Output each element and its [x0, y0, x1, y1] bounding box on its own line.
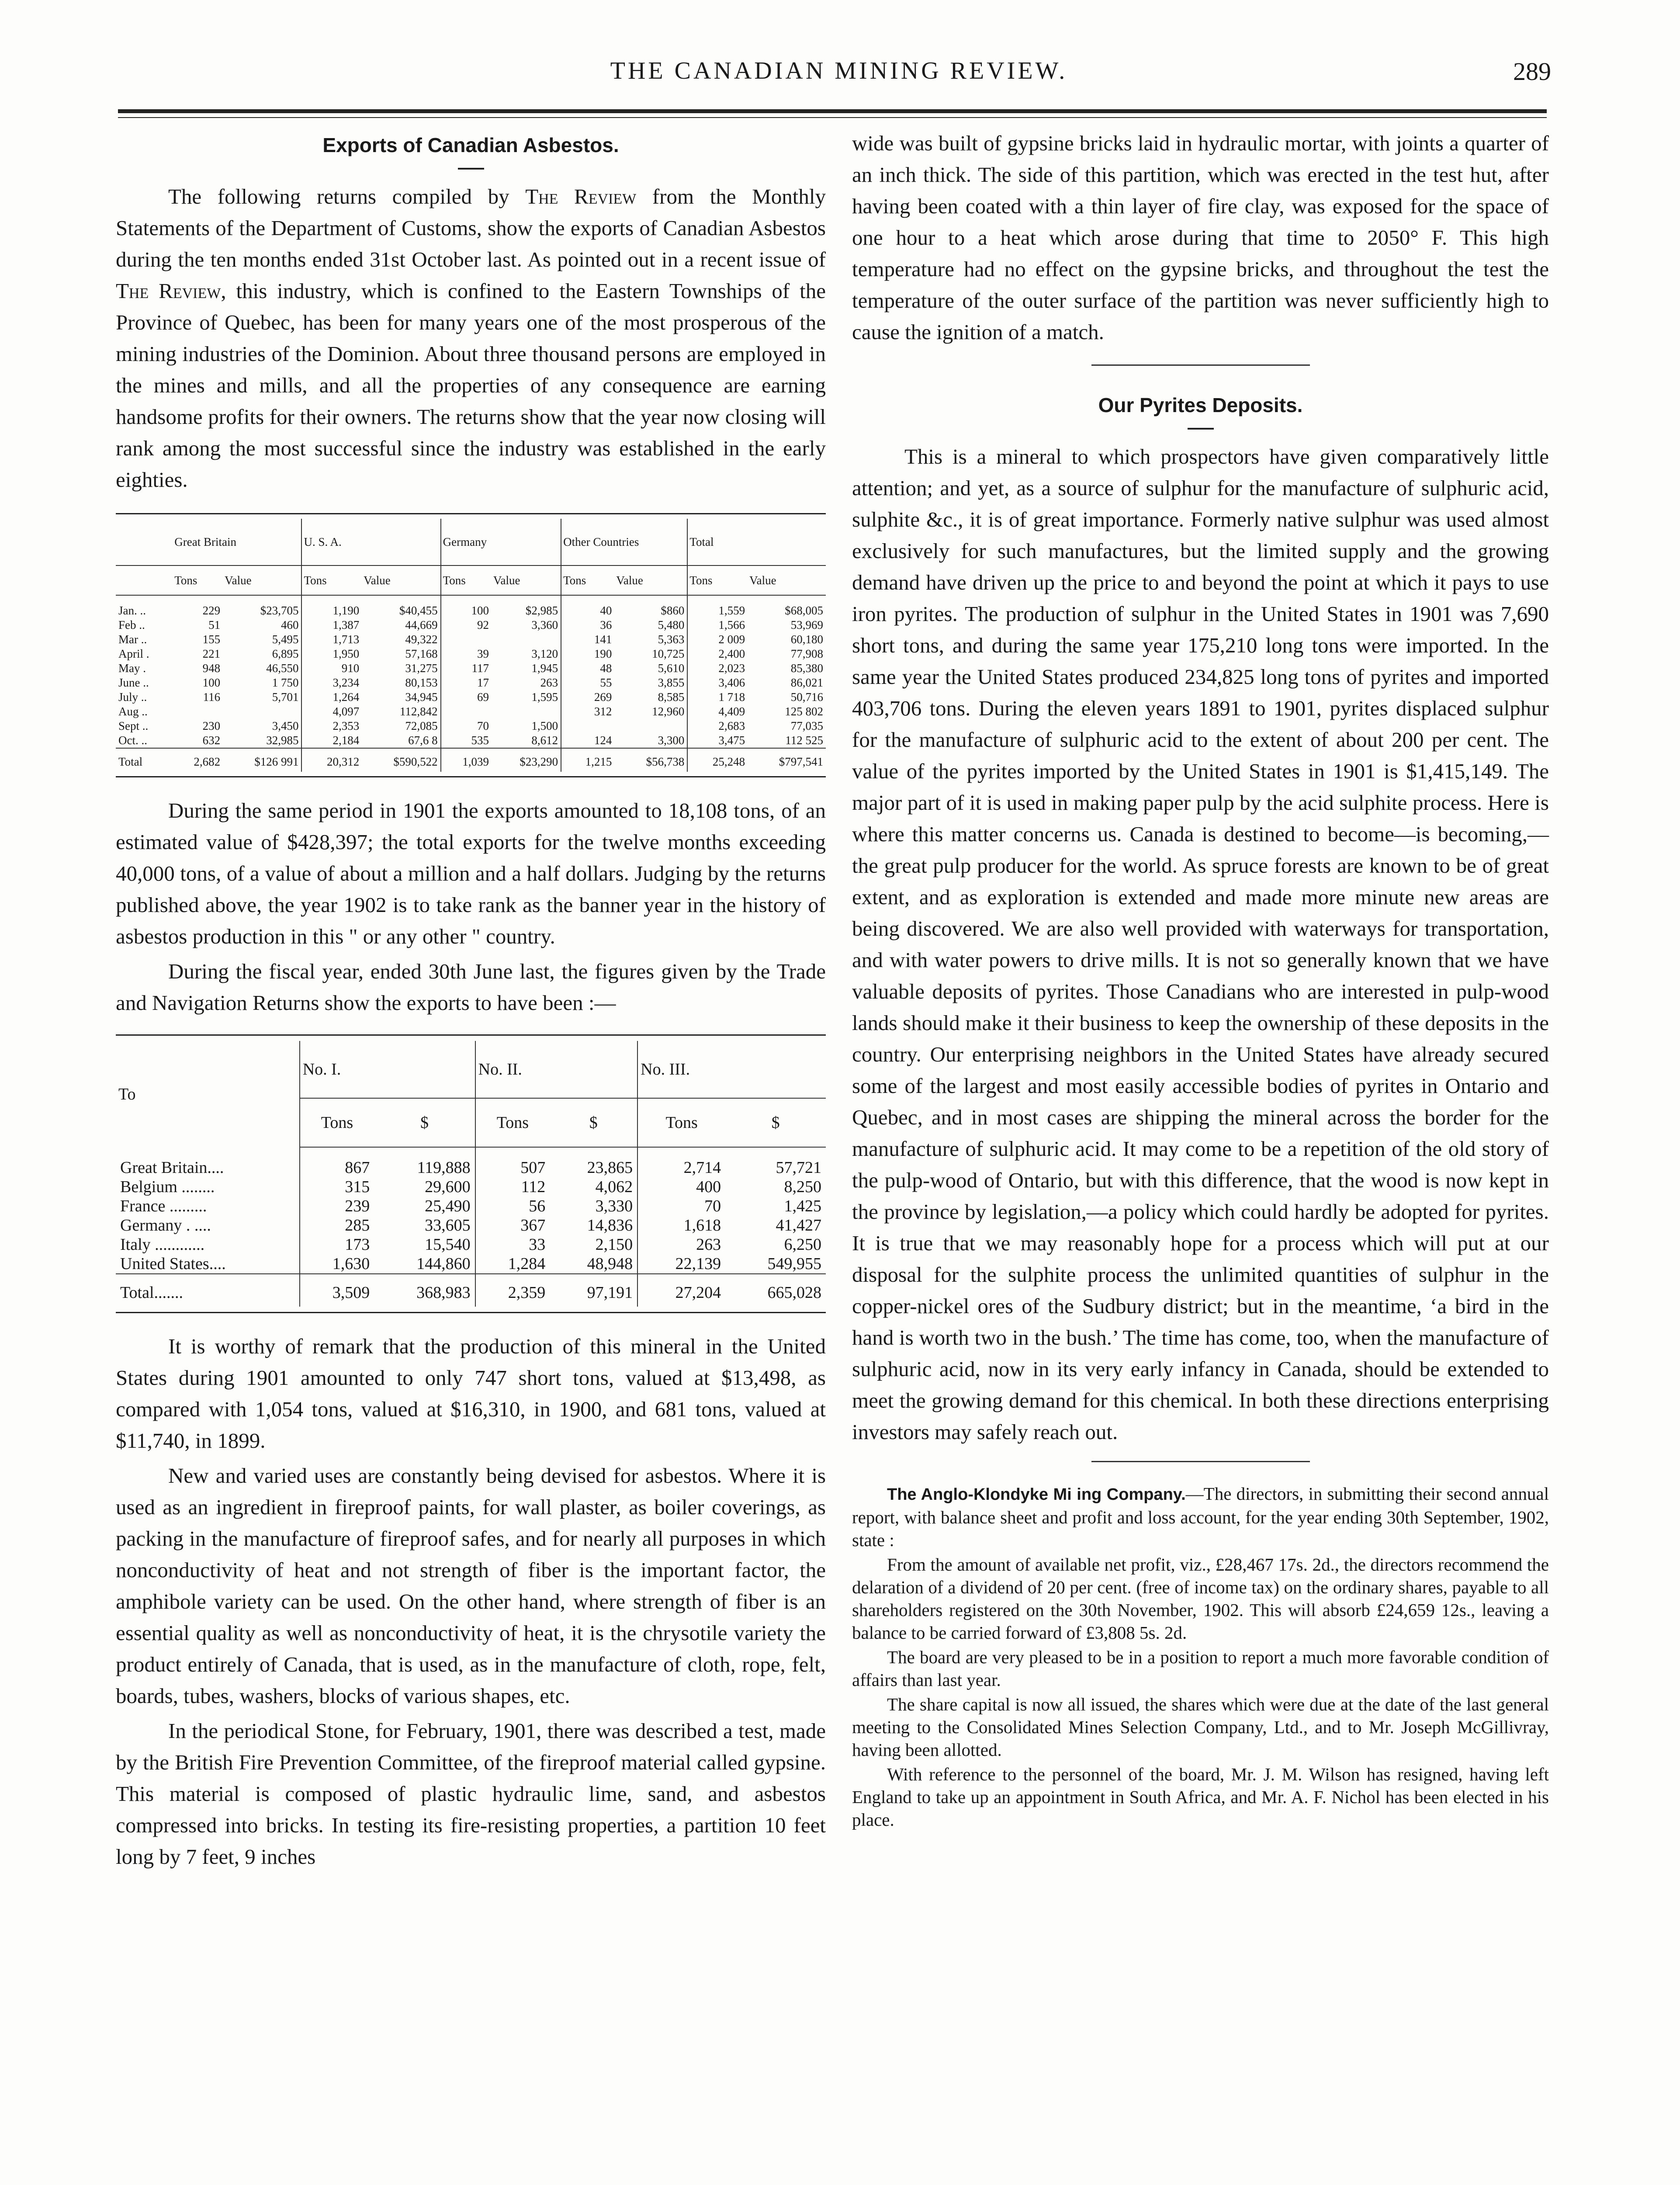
klondyke-paragraph: From the amount of available net profit, viz., £28,467 17s. 2d., the directors recommend the delaration of a dividend of 20 per cent. (free of income tax) on the ordinary shares, payable to all shareholders registered on the 30th November, 1902. This will absorb £24,659 12s., leaving a balance to be carried forward of £3,808 5s. 2d. — [852, 1554, 1549, 1643]
section-separator — [1091, 364, 1310, 366]
table-row — [116, 676, 826, 690]
month-cell: Sept .. — [118, 719, 149, 732]
value-cell: 1 718 — [687, 690, 748, 704]
value-cell: 112 525 — [785, 734, 823, 747]
value-cell: 57,721 — [776, 1158, 821, 1177]
value-cell: 3,450 — [272, 719, 299, 732]
value-cell: 48 — [561, 661, 614, 676]
table-row — [116, 704, 826, 719]
value-cell: 8,250 — [784, 1178, 821, 1196]
value-cell: 1,284 — [475, 1254, 550, 1274]
value-cell: 39 — [441, 647, 492, 661]
value-cell: 1,630 — [300, 1254, 374, 1274]
value-cell: 25,490 — [425, 1197, 471, 1215]
value-cell: 72,085 — [405, 719, 438, 732]
table-row — [116, 719, 826, 733]
table-row — [116, 661, 826, 676]
table-row — [116, 1216, 826, 1235]
right-column — [852, 128, 1549, 1831]
group-header: Great Britain — [173, 519, 301, 565]
value-cell: 1 750 — [272, 676, 299, 689]
column-subheader: Tons — [687, 565, 748, 595]
value-cell — [492, 632, 561, 647]
asbestos-paragraph-6: In the periodical Stone, for February, 1901, there was described a test, made by the British Fire Prevention Committee, of the fireproof material called gypsine. This material is composed of plastic hydraulic lime, sand, and asbestos compressed into bricks. In testing its fire-resisting properties, a partition 10 feet long by 7 feet, 9 inches — [116, 1719, 826, 1869]
month-header-cell — [116, 519, 173, 565]
value-cell: 549,955 — [767, 1255, 821, 1273]
month-sub-cell — [116, 565, 173, 595]
value-cell: 56 — [475, 1197, 550, 1216]
value-cell — [492, 704, 561, 719]
value-cell — [223, 704, 301, 719]
column-subheader: $ — [374, 1098, 475, 1147]
section-separator — [1091, 1461, 1310, 1462]
value-cell: 3,330 — [595, 1197, 633, 1215]
value-cell: 5,480 — [658, 618, 685, 631]
value-cell: 77,035 — [790, 719, 823, 732]
value-cell: 948 — [202, 662, 221, 675]
value-cell: 230 — [202, 719, 221, 732]
column-subheader: Value — [362, 565, 440, 595]
value-cell: 312 — [561, 704, 614, 719]
fiscal-exports-table-wrapper — [116, 1034, 826, 1313]
value-cell: 2,023 — [687, 661, 748, 676]
table-row — [116, 632, 826, 647]
value-cell: 5,363 — [658, 633, 685, 646]
total-cell: 25,248 — [687, 748, 748, 772]
value-cell: 2,683 — [687, 719, 748, 733]
value-cell: 6,250 — [784, 1235, 821, 1254]
value-cell: 36 — [561, 618, 614, 632]
column-subheader: Value — [614, 565, 687, 595]
value-cell: 221 — [202, 647, 221, 660]
exports-by-country-table-wrapper — [116, 513, 826, 777]
value-cell: 22,139 — [637, 1254, 725, 1274]
value-cell: 100 — [202, 676, 221, 689]
value-cell: 1,500 — [531, 719, 558, 732]
value-cell: 69 — [441, 690, 492, 704]
value-cell: 32,985 — [266, 734, 299, 747]
value-cell: 15,540 — [425, 1235, 471, 1254]
klondyke-paragraph: The board are very pleased to be in a position to report a much more favorable condition of affairs than last year. — [852, 1647, 1549, 1690]
value-cell: 60,180 — [790, 633, 823, 646]
value-cell: 1,950 — [301, 647, 362, 661]
review-name: The Review — [525, 184, 637, 208]
value-cell: 17 — [441, 676, 492, 690]
table-row — [116, 618, 826, 632]
group-header: Germany — [441, 519, 561, 565]
value-cell: 119,888 — [417, 1158, 471, 1177]
header-rule-thin — [118, 117, 1547, 118]
table-row — [116, 595, 826, 618]
total-cell: $590,522 — [362, 748, 440, 772]
column-subheader: Tons — [173, 565, 223, 595]
left-column — [116, 128, 826, 1873]
asbestos-intro-paragraph — [116, 181, 826, 496]
value-cell: 507 — [475, 1147, 550, 1177]
klondyke-paragraph: With reference to the personnel of the board, Mr. J. M. Wilson has resigned, having left England to take up an appointment in South Africa, and Mr. A. F. Nichol has been elected in his place. — [852, 1764, 1549, 1830]
fiscal-exports-table — [116, 1041, 826, 1307]
value-cell: 5,701 — [272, 690, 299, 704]
table-row — [116, 1235, 826, 1254]
total-label: Total — [116, 748, 173, 772]
total-cell: 27,204 — [637, 1274, 725, 1307]
value-cell: $68,005 — [785, 604, 823, 617]
table-row — [116, 733, 826, 748]
value-cell: 367 — [475, 1216, 550, 1235]
text-run: —The directors, in submitting their second annual report, with balance sheet and profit and loss account, for the year ending 30th September, 1902, state : — [852, 1484, 1549, 1550]
value-cell — [614, 719, 687, 733]
grade-header: No. III. — [637, 1041, 826, 1098]
value-cell: 116 — [203, 690, 221, 704]
value-cell: 40 — [561, 595, 614, 618]
page-number: 289 — [1513, 57, 1551, 86]
page-header — [118, 52, 1560, 101]
total-cell: $23,290 — [492, 748, 561, 772]
column-subheader: Value — [748, 565, 826, 595]
review-name: The Review — [116, 279, 221, 303]
total-cell: 20,312 — [301, 748, 362, 772]
total-label: Total....... — [116, 1274, 300, 1307]
month-cell: June .. — [118, 676, 149, 689]
value-cell: 8,585 — [658, 690, 685, 704]
value-cell: 910 — [301, 661, 362, 676]
value-cell: 141 — [561, 632, 614, 647]
destination-cell: Germany . .... — [120, 1216, 211, 1235]
value-cell: 400 — [637, 1177, 725, 1197]
value-cell: 155 — [202, 633, 221, 646]
value-cell: 48,948 — [587, 1255, 633, 1273]
value-cell: 1,566 — [687, 618, 748, 632]
klondyke-paragraph: The share capital is now all issued, the shares which were due at the date of the last general meeting to the Consolidated Mines Selection Company, Ltd., and to Mr. Joseph McGillivray, having been allotted. — [852, 1694, 1549, 1760]
value-cell: 1,618 — [637, 1216, 725, 1235]
month-cell: April . — [118, 647, 149, 660]
total-cell: $56,738 — [614, 748, 687, 772]
value-cell: 80,153 — [405, 676, 438, 689]
value-cell: 1,945 — [531, 662, 558, 675]
to-header: To — [118, 1085, 136, 1103]
value-cell: 33 — [475, 1235, 550, 1254]
value-cell: 124 — [561, 733, 614, 748]
value-cell: 1,425 — [784, 1197, 821, 1215]
total-row — [116, 748, 826, 772]
klondyke-notice — [852, 1482, 1549, 1831]
asbestos-paragraph-3: During the fiscal year, ended 30th June last, the figures given by the Trade and Navigation Returns show the exports to have been :— — [116, 959, 826, 1015]
value-cell: 460 — [281, 618, 299, 631]
value-cell: 33,605 — [425, 1216, 471, 1235]
month-cell: Jan. .. — [118, 604, 146, 617]
value-cell: $23,705 — [260, 604, 299, 617]
klondyke-intro — [852, 1482, 1549, 1551]
value-cell: 53,969 — [790, 618, 823, 631]
exports-by-country-table — [116, 519, 826, 772]
value-cell: 46,550 — [266, 662, 299, 675]
value-cell: 2,184 — [301, 733, 362, 748]
table-row — [116, 1197, 826, 1216]
total-row — [116, 1274, 826, 1307]
month-cell: July .. — [118, 690, 147, 704]
table-row — [116, 647, 826, 661]
asbestos-paragraph-4: It is worthy of remark that the production of this mineral in the United States during 1901 amounted to only 747 short tons, valued at $13,498, as compared with 1,054 tons, valued at $16,310, in 1900, and 681 tons, valued at $11,740, in 1899. — [116, 1334, 826, 1453]
value-cell: 125 802 — [785, 705, 823, 718]
total-cell: 2,359 — [475, 1274, 550, 1307]
value-cell: 51 — [208, 618, 221, 631]
group-header: U. S. A. — [301, 519, 440, 565]
value-cell: 10,725 — [652, 647, 685, 660]
value-cell: 2,400 — [687, 647, 748, 661]
value-cell: 3,300 — [658, 734, 685, 747]
destination-cell: United States.... — [120, 1255, 226, 1273]
pyrites-paragraph: This is a mineral to which prospectors have given comparatively little attention; and yet, as a source of sulphur for the manufacture of sulphuric acid, sulphite &c., it is of great importance. Formerly native sulphur was used almost exclusively for such manufactures, but the limited supply and the growing demand have driven up the price to and beyond the point at which it pays to use iron pyrites. The production of sulphur in the United States in 1901 was 7,690 short tons, and during the same year 175,210 long tons were imported. In the same year the United States produced 234,825 long tons of pyrites and imported 403,706 tons. During the eleven years 1891 to 1901, pyrites displaced sulphur for the manufacture of sulphuric acid to the extent of about 200 per cent. The value of the pyrites imported by the United States in 1901 is $1,415,149. The major part of it is used in making paper pulp by the acid sulphite process. Here is where this matter concerns us. Canada is destined to become—is becoming,—the great pulp producer for the world. As spruce forests are known to be of great extent, and as exploration is extended and made more minute new areas are being discovered. We are also well provided with waterways for transportation, and with water powers to drive mills. It is not so generally known that we have valuable deposits of pyrites. Those Canadians who are interested in pulp-wood lands should make it their business to keep the ownership of these deposits in the country. Our enterprising neighbors in the United States have already secured some of the largest and most easily accessible bodies of pyrites in Ontario and Quebec, and in most cases are shipping the mineral across the border for the manufacture of sulphuric acid. It may come to be a repetition of the old story of the pulp-wood of Ontario, but with this difference, that the wood is now kept in the province by legislation,—a policy which could hardly be adopted for pyrites. It is true that we may reasonably hope for a process which will put at our disposal for the sulphite process the unlimited quantities of sulphur in the copper-nickel ores of the Sudbury district; but in the meantime, ‘a bird in the hand is worth two in the bush.’ The time has come, too, when the manufacture of sulphuric acid, now in its very early infancy in Canada, should be extended to meet the growing demand for this chemical. In both these directions enterprising investors may safely reach out. — [852, 444, 1549, 1444]
value-cell: 70 — [441, 719, 492, 733]
asbestos-continued-paragraph: wide was built of gypsine bricks laid in hydraulic mortar, with joints a quarter of an inch thick. The side of this partition, which was erected in the test hut, after having been coated with a thin layer of fire clay, was exposed for the space of one hour to a heat which arose during that time to 2050° F. This high temperature had no effect on the gypsine bricks, and throughout the test the temperature of the outer surface of the partition was never sufficiently high to cause the ignition of a match. — [852, 131, 1549, 344]
value-cell: 285 — [300, 1216, 374, 1235]
value-cell: 29,600 — [425, 1178, 471, 1196]
month-cell: Feb .. — [118, 618, 145, 631]
column-subheader: Tons — [441, 565, 492, 595]
value-cell — [561, 719, 614, 733]
month-cell: Oct. .. — [118, 734, 147, 747]
group-header: Total — [687, 519, 826, 565]
value-cell: 5,610 — [658, 662, 685, 675]
value-cell: 57,168 — [405, 647, 438, 660]
heading-dash — [458, 168, 484, 170]
total-cell: 3,509 — [300, 1274, 374, 1307]
pyrites-heading: Our Pyrites Deposits. — [1098, 394, 1303, 416]
value-cell: 4,409 — [687, 704, 748, 719]
asbestos-paragraph-5: New and varied uses are constantly being devised for asbestos. Where it is used as an ingredient in fireproof paints, for wall plaster, as boiler coverings, as packing in the manufacture of fireproof safes, and for nearly all purposes in which nonconductivity of heat and not strength of fiber is the important factor, the amphibole variety can be used. On the other hand, where strength of fiber is an essential quality as well as nonconductivity of heat, it is the chrysotile variety the product entirely of Canada, that is used, as in the manufacture of cloth, rope, felt, boards, tubes, washers, blocks of various shapes, etc. — [116, 1464, 826, 1708]
value-cell: 50,716 — [790, 690, 823, 704]
value-cell: 14,836 — [587, 1216, 633, 1235]
value-cell: $2,985 — [525, 604, 558, 617]
column-subheader: Value — [492, 565, 561, 595]
value-cell: 6,895 — [272, 647, 299, 660]
total-cell: 665,028 — [725, 1274, 826, 1307]
value-cell: 117 — [441, 661, 492, 676]
text-run: , this industry, which is confined to the Eastern Townships of the Province of Quebec, has been for many years one of the most prosperous of the mining industries of the Dominion. About three thousand persons are employed in the mines and mills, and all the properties of any consequence are earning handsome profits for their owners. The returns show that the year now closing will rank among the most successful since the industry was established in the early eighties. — [116, 279, 826, 492]
value-cell: 2,714 — [637, 1147, 725, 1177]
destination-cell: Great Britain.... — [120, 1158, 224, 1177]
value-cell: 100 — [441, 595, 492, 618]
value-cell: $860 — [661, 604, 685, 617]
running-title: THE CANADIAN MINING REVIEW. — [610, 57, 1068, 84]
value-cell: 1,387 — [301, 618, 362, 632]
total-cell: 2,682 — [173, 748, 223, 772]
value-cell: 1,264 — [301, 690, 362, 704]
value-cell: 263 — [637, 1235, 725, 1254]
value-cell: 5,495 — [272, 633, 299, 646]
value-cell: 173 — [300, 1235, 374, 1254]
value-cell: 12,960 — [652, 705, 685, 718]
value-cell: 1,559 — [687, 595, 748, 618]
column-subheader: Tons — [637, 1098, 725, 1147]
month-cell: Aug .. — [118, 705, 148, 718]
value-cell: 23,865 — [587, 1158, 633, 1177]
heading-dash — [1188, 428, 1214, 430]
value-cell: 92 — [441, 618, 492, 632]
value-cell: 4,097 — [301, 704, 362, 719]
value-cell: 1,595 — [531, 690, 558, 704]
value-cell: 112,842 — [399, 705, 438, 718]
table-row — [116, 690, 826, 704]
column-subheader: Tons — [561, 565, 614, 595]
text-run: The following returns compiled by — [168, 184, 526, 208]
value-cell: 3,406 — [687, 676, 748, 690]
value-cell: 55 — [561, 676, 614, 690]
value-cell: 144,860 — [416, 1255, 471, 1273]
value-cell: 31,275 — [405, 662, 438, 675]
value-cell: 1,190 — [301, 595, 362, 618]
value-cell: 3,475 — [687, 733, 748, 748]
value-cell: 3,855 — [658, 676, 685, 689]
table-row — [116, 1147, 826, 1177]
month-cell: May . — [118, 662, 146, 675]
column-subheader: Tons — [300, 1098, 374, 1147]
value-cell: 86,021 — [790, 676, 823, 689]
value-cell: 2,150 — [595, 1235, 633, 1254]
value-cell: 2 009 — [687, 632, 748, 647]
value-cell — [173, 704, 223, 719]
destination-cell: France ......... — [120, 1197, 207, 1215]
value-cell: $40,455 — [399, 604, 438, 617]
grade-header: No. I. — [300, 1041, 475, 1098]
value-cell: 1,713 — [301, 632, 362, 647]
total-cell: 97,191 — [550, 1274, 637, 1307]
value-cell: 2,353 — [301, 719, 362, 733]
column-subheader: $ — [725, 1098, 826, 1147]
column-subheader: Tons — [301, 565, 362, 595]
value-cell: 229 — [202, 604, 221, 617]
total-cell: 1,215 — [561, 748, 614, 772]
value-cell: 3,234 — [301, 676, 362, 690]
value-cell: 239 — [300, 1197, 374, 1216]
header-rule — [118, 109, 1547, 113]
value-cell: 315 — [300, 1177, 374, 1197]
value-cell: 77,908 — [790, 647, 823, 660]
value-cell: 3,360 — [531, 618, 558, 631]
grade-header: No. II. — [475, 1041, 638, 1098]
value-cell: 112 — [475, 1177, 550, 1197]
value-cell: 867 — [300, 1147, 374, 1177]
column-subheader: Value — [223, 565, 301, 595]
table-row — [116, 1177, 826, 1197]
text-run: from the Monthly Statements of the Department of Customs, show the exports of Canadian Asbestos during the ten months ended 31st October last. As pointed out in a recent issue of — [116, 184, 826, 271]
total-cell: 1,039 — [441, 748, 492, 772]
value-cell: 49,322 — [405, 633, 438, 646]
value-cell: 70 — [637, 1197, 725, 1216]
value-cell: 41,427 — [776, 1216, 821, 1235]
value-cell: 8,612 — [531, 734, 558, 747]
asbestos-paragraph-2: During the same period in 1901 the exports amounted to 18,108 tons, of an estimated value of $428,397; the total exports for the twelve months exceeding 40,000 tons, of a value of about a million and a half dollars. Judging by the returns published above, the year 1902 is to take rank as the banner year in the history of asbestos production in this " or any other " country. — [116, 798, 826, 948]
column-subheader: $ — [550, 1098, 637, 1147]
value-cell: 263 — [540, 676, 558, 689]
value-cell: 34,945 — [405, 690, 438, 704]
value-cell: 67,6 8 — [408, 734, 438, 747]
value-cell — [441, 704, 492, 719]
column-subheader: Tons — [475, 1098, 550, 1147]
value-cell: 269 — [561, 690, 614, 704]
group-header: Other Countries — [561, 519, 687, 565]
month-cell: Mar .. — [118, 633, 147, 646]
value-cell: 4,062 — [595, 1178, 633, 1196]
value-cell: 44,669 — [405, 618, 438, 631]
klondyke-lead: The Anglo-Klondyke Mi ing Company. — [887, 1485, 1186, 1504]
table-row — [116, 1254, 826, 1274]
total-cell: $797,541 — [748, 748, 826, 772]
value-cell: 190 — [561, 647, 614, 661]
total-cell: 368,983 — [374, 1274, 475, 1307]
value-cell: 535 — [441, 733, 492, 748]
total-cell: $126 991 — [223, 748, 301, 772]
value-cell — [441, 632, 492, 647]
destination-cell: Belgium ........ — [120, 1178, 215, 1196]
value-cell: 3,120 — [531, 647, 558, 660]
destination-cell: Italy ............ — [120, 1235, 205, 1254]
value-cell: 632 — [202, 734, 221, 747]
value-cell: 85,380 — [790, 662, 823, 675]
asbestos-heading: Exports of Canadian Asbestos. — [322, 134, 619, 156]
